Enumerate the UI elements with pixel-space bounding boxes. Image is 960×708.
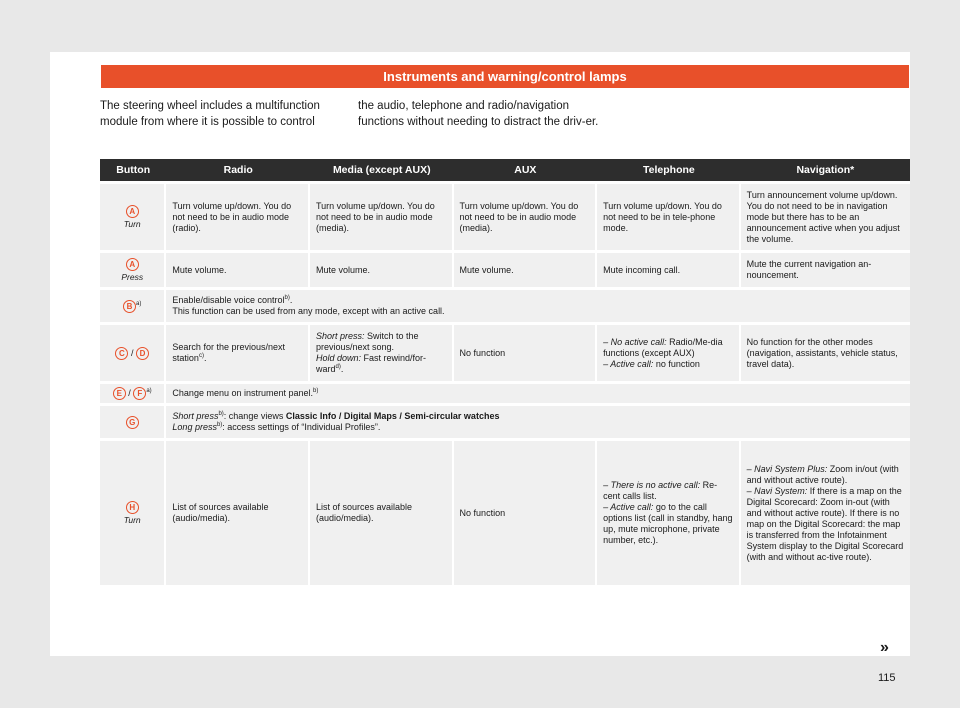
key-h-badge: H [126,501,139,514]
no-active-call-label: – No active call: [603,336,667,347]
media-cell: Turn volume up/down. You do not need to be in audio mode (media). [310,184,454,250]
key-f-badge: F [133,387,146,400]
button-cell [100,384,166,403]
punctuation: . [203,353,207,363]
telephone-cell: Mute incoming call. [597,253,741,287]
col-header-aux: AUX [454,159,598,181]
media-cell: List of sources available (audio/media). [310,441,454,585]
button-cell [100,290,166,322]
page-number: 115 [878,672,896,684]
key-g-badge: G [126,416,139,429]
footnote-ref: b) [284,295,290,301]
separator: / [336,411,344,421]
media-cell: Mute volume. [310,253,454,287]
active-call-text: no function [655,358,700,369]
span-cell [166,406,910,438]
short-press-label: Short press: [315,331,365,341]
radio-text: Search for the previous/next station [172,342,285,363]
key-c-badge: C [115,347,128,360]
footnote-ref: b) [313,388,319,394]
radio-cell: List of sources available (audio/media). [166,441,310,585]
intro-text-right: the audio, telephone and radio/navigation functions without needing to distract the driv-er. [358,100,599,128]
col-header-radio: Radio [166,159,310,181]
voice-control-text: Enable/disable voice control [172,295,285,305]
col-header-button: Button [100,159,166,181]
separator: / [128,388,131,398]
active-call-label: – Active call: [603,358,654,369]
hold-down-text: Fast rewind/for-ward [315,353,427,374]
controls-table [100,156,910,588]
footnote-ref: d) [335,364,341,370]
button-cell [100,184,166,250]
voice-control-note: This function can be used from any mode, except with an active call. [172,306,445,316]
table-row [100,325,910,381]
long-press-label: Long press [172,422,217,432]
table-row [100,384,910,403]
aux-cell: Turn volume up/down. You do not need to be in audio mode (media). [454,184,598,250]
col-header-media: Media (except AUX) [310,159,454,181]
navigation-cell: Mute the current navigation an-nouncement. [741,253,910,287]
view-semi-circular-watches: Semi-circular watches [404,411,500,421]
navigation-cell: No function for the other modes (navigation, assistants, vehicle status, travel data). [741,325,910,381]
punctuation: . [340,364,344,374]
no-active-call-label: – There is no active call: [603,480,701,490]
manual-page [50,52,910,684]
active-call-label: – Active call: [603,502,654,512]
col-header-navigation: Navigation* [741,159,910,181]
view-classic-info: Classic Info [285,411,337,421]
navi-system-text: If there is a map on the Digital Scorecard: Zoom in-out (with and without active route). If there is no map on the Digital Scorecard: the map is transferred from the Infotainment System display to the Digital Scorecard (with and without ac-tive route). [746,485,904,562]
key-a-badge: A [126,205,139,218]
button-cell [100,406,166,438]
button-cell [100,253,166,287]
change-menu-text: Change menu on instrument panel. [172,388,314,398]
continue-arrow-icon: » [880,639,889,656]
navi-system-label: – Navi System: [746,485,808,496]
navigation-cell [741,441,910,585]
action-label: Press [121,271,144,282]
separator: / [396,411,405,421]
key-d-badge: D [136,347,149,360]
media-cell [310,325,454,381]
table-row [100,406,910,438]
hold-down-label: Hold down: [315,353,362,363]
long-press-text: : access settings of “Individual Profiles”. [222,422,381,432]
col-header-telephone: Telephone [597,159,741,181]
no-active-call-text: Re-cent calls list. [603,480,718,501]
navi-system-plus-text: Zoom in/out (with and without active route). [746,463,899,485]
navi-system-plus-label: – Navi System Plus: [746,463,828,474]
key-b-badge: B [123,300,136,313]
short-press-text: Switch to the previous/next song. [315,331,419,352]
section-header: Instruments and warning/control lamps [101,65,909,88]
button-cell [100,441,166,585]
aux-cell: No function [454,325,598,381]
telephone-cell [597,325,741,381]
action-label: Turn [123,218,141,229]
key-a-badge: A [126,258,139,271]
action-label: Turn [123,514,141,525]
radio-cell [166,325,310,381]
telephone-cell: Turn volume up/down. You do not need to be in tele-phone mode. [597,184,741,250]
footnote-ref: a) [136,300,142,307]
table-row [100,253,910,287]
view-digital-maps: Digital Maps [343,411,397,421]
short-press-text: : change views [223,411,286,421]
radio-cell: Turn volume up/down. You do not need to be in audio mode (radio). [166,184,310,250]
no-active-call-text: Radio/Me-dia functions (except AUX) [603,336,723,358]
button-cell [100,325,166,381]
radio-cell: Mute volume. [166,253,310,287]
telephone-cell [597,441,741,585]
table-row [100,184,910,250]
short-press-label: Short press [172,411,219,421]
navigation-cell: Turn announcement volume up/down. You do not need to be in navigation mode but there has to be an announcement active when you adjust the volume. [741,184,910,250]
intro-text-left: The steering wheel includes a multifunction module from where it is possible to control [100,100,320,128]
span-cell [166,290,910,322]
footnote-ref: b) [218,411,224,417]
punctuation: . [289,295,293,305]
footnote-ref: b) [216,422,223,428]
separator: / [130,347,134,358]
table-header-row [100,159,910,181]
aux-cell: Mute volume. [454,253,598,287]
table-row [100,290,910,322]
active-call-text: go to the call options list (call in standby, hang up, mute microphone, private number, etc.). [603,502,733,545]
footnote-ref: c) [198,353,204,359]
footnote-ref: a) [146,388,152,394]
span-cell [166,384,910,403]
aux-cell: No function [454,441,598,585]
table-row [100,441,910,585]
key-e-badge: E [113,387,126,400]
